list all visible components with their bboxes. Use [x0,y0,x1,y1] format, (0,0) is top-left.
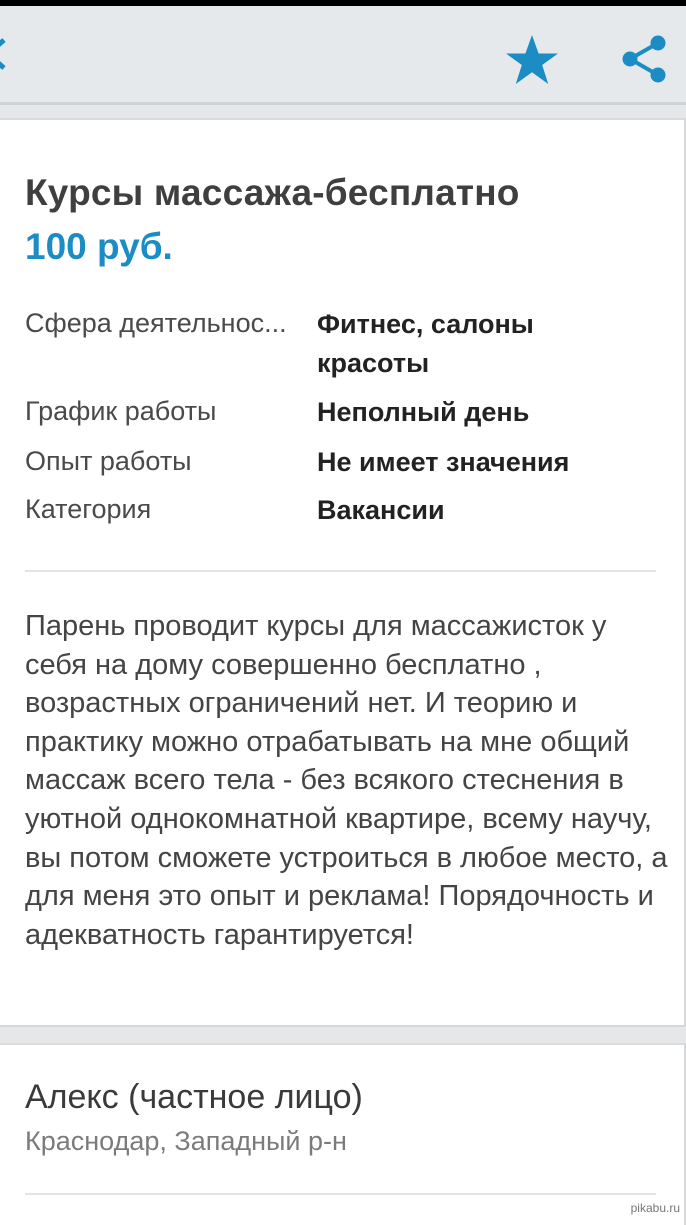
chevron-left-icon[interactable] [0,36,8,72]
divider [25,1193,656,1195]
seller-name[interactable]: Алекс (частное лицо) [25,1078,363,1116]
attribute-label: Опыт работы [25,446,192,476]
divider [25,570,656,572]
listing-description: Парень проводит курсы для массажисток у себя на дому совершенно бесплатно , возрастных ограничений нет. И теорию и практику можно отрабатывать на мне общий массаж всего тела - без всякого стеснения в уютной однокомнатной квартире, всему научу, вы потом сможете устроиться в любое место, а для меня это опыт и реклама! Порядочность и адекватность гарантируется! [25,610,668,951]
listing-title: Курсы массажа-бесплатно [25,172,520,213]
share-icon[interactable] [620,34,668,84]
seller-location: Краснодар, Западный р-н [25,1126,347,1156]
star-icon[interactable] [504,33,560,87]
attribute-value: Вакансии [317,495,445,525]
attribute-label: Категория [25,494,152,524]
attribute-value: Не имеет значения [317,447,570,477]
listing-price: 100 руб. [25,226,173,267]
app-toolbar [0,6,686,105]
attribute-label: Сфера деятельнос... [25,308,287,338]
attribute-label: График работы [25,396,217,426]
watermark: pikabu.ru [630,1201,680,1215]
attribute-value: Неполный день [317,397,530,427]
attribute-value: Фитнес, салоны красоты [317,309,534,378]
